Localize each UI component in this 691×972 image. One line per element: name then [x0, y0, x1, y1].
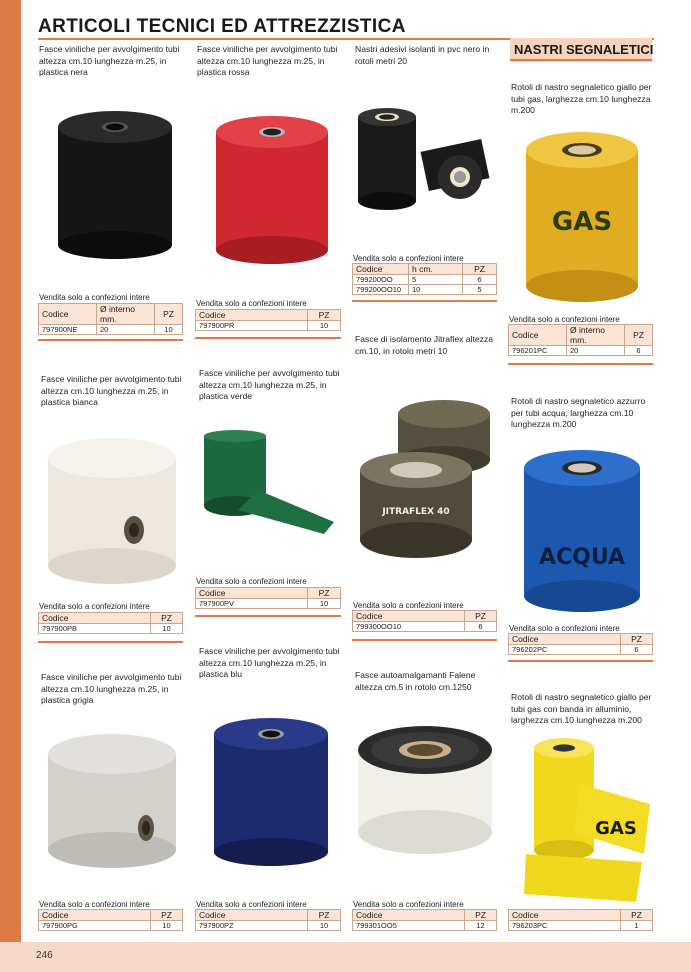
table-header: Codice — [509, 910, 621, 921]
falene-tape-image — [352, 720, 498, 862]
sale-note: Vendita solo a confezioni intere — [196, 299, 307, 308]
table-cell: 10 — [151, 921, 183, 931]
table-cell: 797900PZ — [196, 921, 308, 931]
product-code-table — [38, 612, 183, 634]
table-cell: 797900PV — [196, 599, 308, 609]
table-header: PZ — [621, 910, 653, 921]
table-row — [353, 285, 497, 295]
side-accent-bar — [0, 0, 21, 972]
table-header: Codice — [39, 910, 151, 921]
table-cell: 5 — [463, 285, 497, 295]
product-code-table — [508, 324, 653, 356]
table-cell: 12 — [465, 921, 497, 931]
sale-note: Vendita solo a confezioni intere — [509, 315, 620, 324]
section-divider — [38, 641, 183, 643]
white-tape-roll-image — [42, 432, 184, 600]
sale-note: Vendita solo a confezioni intere — [39, 900, 150, 909]
table-row — [39, 624, 183, 634]
product-code-table — [38, 909, 183, 931]
black-tape-roll-image — [50, 105, 180, 265]
table-header: PZ — [625, 325, 653, 346]
table-cell: 6 — [625, 346, 653, 356]
table-header: PZ — [308, 588, 341, 599]
section-divider — [508, 363, 653, 365]
table-cell: 799200OO10 — [353, 285, 409, 295]
table-header: Codice — [353, 910, 465, 921]
product-description: Fasce viniliche per avvolgimento tubi altezza cm.10 lunghezza m.25, in plastica rossa — [197, 44, 338, 77]
section-divider — [508, 660, 653, 662]
table-cell: 799300OO10 — [353, 622, 465, 632]
table-header: PZ — [465, 910, 497, 921]
product-description: Fasce viniliche per avvolgimento tubi altezza cm.10 lunghezza m.25, in plastica grigia — [41, 672, 182, 705]
table-cell: 5 — [409, 275, 463, 285]
product-description: Rotoli di nastro segnaletico giallo per tubi gas, larghezza cm.10 lunghezza m.200 — [511, 82, 652, 115]
table-header: Codice — [196, 310, 308, 321]
table-header: PZ — [621, 634, 653, 645]
table-row — [509, 645, 653, 655]
table-cell: 799301OO5 — [353, 921, 465, 931]
table-cell: 10 — [155, 325, 183, 335]
table-cell: 10 — [308, 921, 341, 931]
blue-tape-roll-image — [206, 712, 338, 872]
table-header: PZ — [155, 304, 183, 325]
product-description: Fasce viniliche per avvolgimento tubi altezza cm.10 lunghezza m.25, in plastica blu — [199, 646, 340, 679]
section-divider — [38, 339, 183, 341]
sale-note: Vendita solo a confezioni intere — [196, 577, 307, 586]
product-code-table — [508, 909, 653, 931]
table-cell: 6 — [463, 275, 497, 285]
product-code-table — [352, 263, 497, 295]
table-row — [353, 622, 497, 632]
table-row — [509, 921, 653, 931]
sale-note: Vendita solo a confezioni intere — [509, 624, 620, 633]
table-header: PZ — [463, 264, 497, 275]
table-cell: 796201PC — [509, 346, 567, 356]
section-divider — [352, 300, 497, 302]
table-cell: 797900NE — [39, 325, 97, 335]
yellow-gas-tape-image — [520, 128, 645, 306]
footer-bar — [0, 942, 691, 972]
tape-print-text: GAS — [595, 818, 637, 839]
table-row — [196, 599, 341, 609]
grey-tape-roll-image — [42, 730, 184, 878]
page-title: ARTICOLI TECNICI ED ATTREZZISTICA — [38, 16, 406, 37]
product-code-table — [352, 909, 497, 931]
table-cell: 1 — [621, 921, 653, 931]
table-header: Codice — [353, 611, 465, 622]
product-description: Fasce di isolamento Jitraflex altezza cm.10, in rotolo metri 10 — [355, 334, 494, 356]
table-header: PZ — [151, 613, 183, 624]
table-cell: 10 — [308, 321, 341, 331]
product-description: Nastri adesivi isolanti in pvc nero in rotoli metri 20 — [355, 44, 490, 66]
section-divider — [352, 639, 497, 641]
table-header: Codice — [196, 910, 308, 921]
product-description: Rotoli di nastro segnaletico azzurro per tubi acqua, larghezza cm.10 lunghezza m.200 — [511, 396, 646, 429]
product-code-table — [508, 633, 653, 655]
sale-note: Vendita solo a confezioni intere — [353, 601, 464, 610]
table-cell: 796202PC — [509, 645, 621, 655]
table-row — [39, 325, 183, 335]
tape-print-text: GAS — [551, 207, 613, 237]
table-cell: 6 — [621, 645, 653, 655]
table-cell: 799200OO — [353, 275, 409, 285]
sale-note: Vendita solo a confezioni intere — [353, 254, 464, 263]
sale-note: Vendita solo a confezioni intere — [196, 900, 307, 909]
green-tape-roll-image — [198, 430, 340, 540]
sale-note: Vendita solo a confezioni intere — [353, 900, 464, 909]
product-description: Fasce viniliche per avvolgimento tubi altezza cm.10 lunghezza m.25, in plastica nera — [39, 44, 180, 77]
red-tape-roll-image — [208, 110, 338, 270]
section-divider — [195, 615, 341, 617]
blue-water-tape-image — [518, 446, 646, 618]
table-header: Codice — [39, 304, 97, 325]
table-cell: 6 — [465, 622, 497, 632]
table-header: Codice — [509, 325, 567, 346]
table-header: Ø interno mm. — [97, 304, 155, 325]
table-header: Codice — [39, 613, 151, 624]
table-row — [196, 921, 341, 931]
table-cell: 797900PB — [39, 624, 151, 634]
table-cell: 10 — [151, 624, 183, 634]
product-code-table — [38, 303, 183, 335]
product-description: Fasce viniliche per avvolgimento tubi altezza cm.10 lunghezza m.25, in plastica bianca — [41, 374, 182, 407]
table-header: PZ — [308, 310, 341, 321]
pvc-tape-image — [352, 105, 492, 215]
product-code-table — [195, 309, 341, 331]
table-cell: 797900PR — [196, 321, 308, 331]
sale-note: Vendita solo a confezioni intere — [39, 293, 150, 302]
sale-note: Vendita solo a confezioni intere — [39, 602, 150, 611]
table-row — [39, 921, 183, 931]
page-number: 246 — [36, 950, 53, 961]
tape-print-text: ACQUA — [538, 545, 626, 570]
table-row — [353, 921, 497, 931]
table-header: h cm. — [409, 264, 463, 275]
table-row — [509, 346, 653, 356]
table-cell: 20 — [567, 346, 625, 356]
table-cell: 10 — [409, 285, 463, 295]
table-header: Codice — [509, 634, 621, 645]
jitraflex-tape-image — [350, 396, 498, 576]
product-description: Rotoli di nastro segnaletico giallo per tubi gas con banda in alluminio, larghezza cm.10 lunghezza m.200 — [511, 692, 652, 725]
product-code-table — [195, 909, 341, 931]
product-code-table — [195, 587, 341, 609]
section-divider — [195, 337, 341, 339]
table-header: PZ — [308, 910, 341, 921]
table-cell: 10 — [308, 599, 341, 609]
yellow-gas-aluminium-tape-image — [524, 734, 656, 906]
table-header: PZ — [151, 910, 183, 921]
section-title-underline — [510, 59, 652, 61]
table-header: PZ — [465, 611, 497, 622]
section-title: NASTRI SEGNALETICI — [510, 38, 652, 62]
product-description: Fasce autoamalgamanti Falene altezza cm.5 in rotolo cm.1250 — [355, 670, 476, 692]
table-row — [196, 321, 341, 331]
tape-print-text: JITRAFLEX 40 — [382, 507, 450, 517]
product-description: Fasce viniliche per avvolgimento tubi altezza cm.10 lunghezza m.25, in plastica verde — [199, 368, 340, 401]
table-cell: 20 — [97, 325, 155, 335]
table-header: Codice — [353, 264, 409, 275]
table-cell: 796203PC — [509, 921, 621, 931]
table-cell: 797900PG — [39, 921, 151, 931]
table-header: Codice — [196, 588, 308, 599]
table-row — [353, 275, 497, 285]
product-code-table — [352, 610, 497, 632]
table-header: Ø interno mm. — [567, 325, 625, 346]
